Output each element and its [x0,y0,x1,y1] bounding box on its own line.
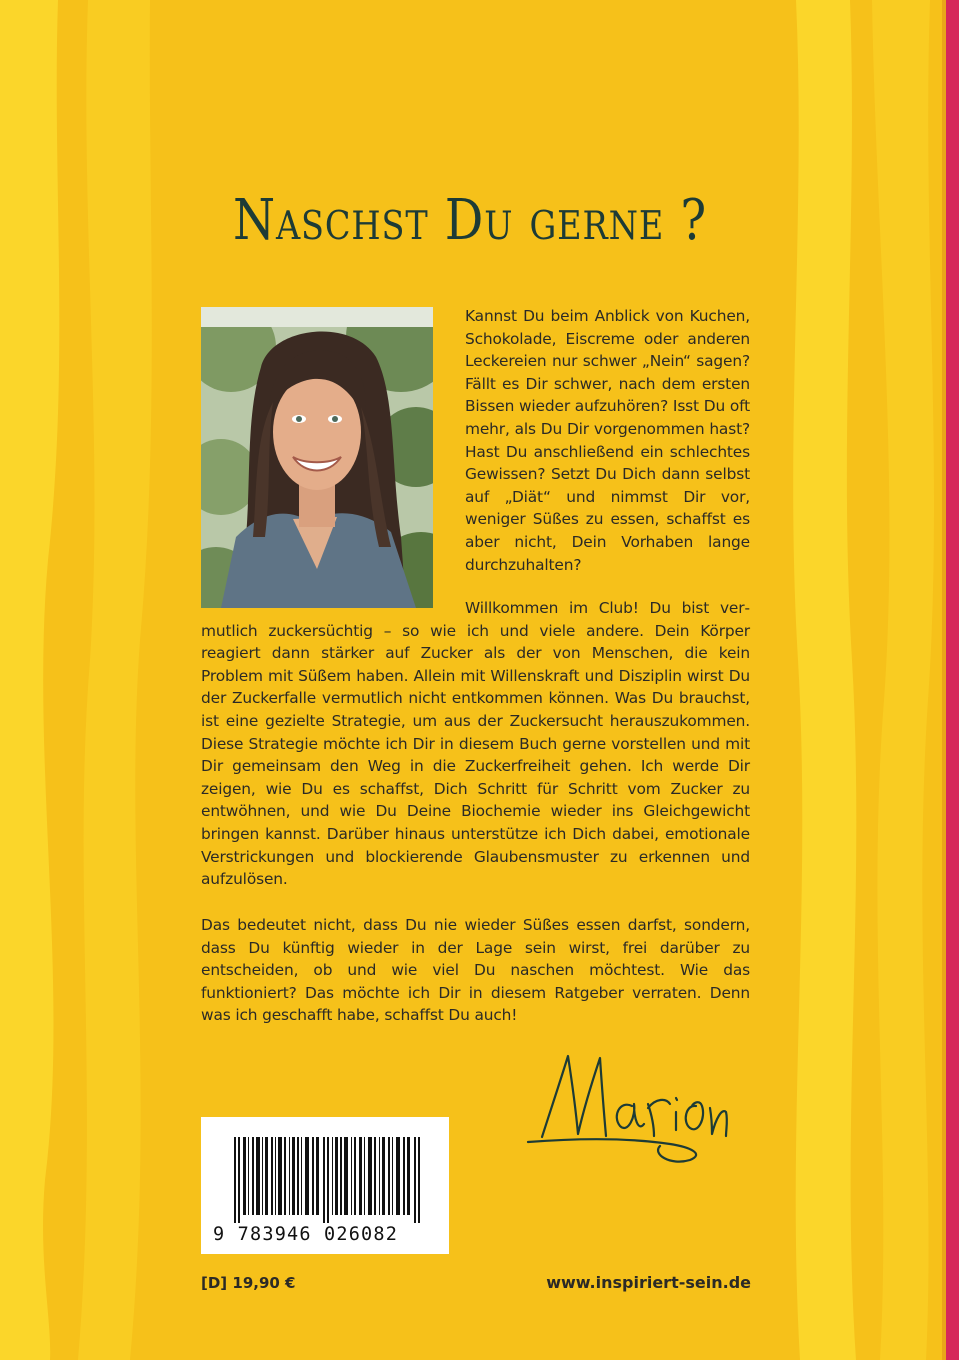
isbn-digits: 9 783946 026082 [213,1224,399,1245]
closing-paragraph: Das bedeutet nicht, dass Du nie wieder Süßes essen darfst, sondern, dass Du künftig wieder in der Lage sein wirst, frei darüber zu entscheiden, ob und wie viel Du naschen möchtest. Wie das funktioniert? Das möchte ich Dir in diesem Ratgeber verraten. Denn was ich geschafft habe, schaffst Du auch! [201,916,750,1025]
intro-paragraph: Kannst Du beim Anblick von Kuchen, Schokolade, Eiscreme oder anderen Leckereien nur schwer „Nein“ sagen? Fällt es Dir schwer, nach dem ersten Bissen wieder aufzuhören? Isst Du oft mehr, als Du Dir vorgenommen hast? Hast Du anschließend ein schlechtes Gewissen? Setzt Du Dich dann selbst auf „Diät“ und nimmst Dir vor, weniger Süßes zu essen, schaffst es aber nicht, Dein Vorhaben lange durchzuhalten? [465,307,750,574]
barcode-box [201,1117,449,1254]
book-spine [946,0,959,1360]
author-photo [201,307,433,608]
author-signature [520,1042,730,1167]
website-url: www.inspiriert-sein.de [546,1273,751,1292]
barcode [234,1137,422,1223]
price: [D] 19,90 € [201,1274,296,1292]
main-paragraph: Willkommen im Club! Du bist vermutlich zuckersüchtig – so wie ich und viele andere. Dein Körper reagiert dann stärker auf Zucker als der von Menschen, die kein Problem mit Süßem haben. Allein mit Willenskraft und Disziplin wirst Du der Zuckerfalle vermutlich nicht entkommen können. Was Du brauchst, ist eine gezielte Strategie, um aus der Zuckersucht herauszukommen. Diese Strategie möchte ich Dir in diesem Buch gerne vorstellen und mit Dir gemeinsam den Weg in die Zuckerfreiheit gehen. Ich werde Dir zeigen, wie Du es schaffst, Dich Schritt für Schritt vom Zucker zu entwöhnen, und wie Du Deine Biochemie wieder ins Gleichgewicht bringen kannst. Darüber hinaus unterstütze ich Dich dabei, emotionale Verstrickungen und blockierende Glaubensmuster zu erkennen und aufzulösen. [201,599,750,889]
book-title: Naschst Du gerne ? [232,187,708,253]
